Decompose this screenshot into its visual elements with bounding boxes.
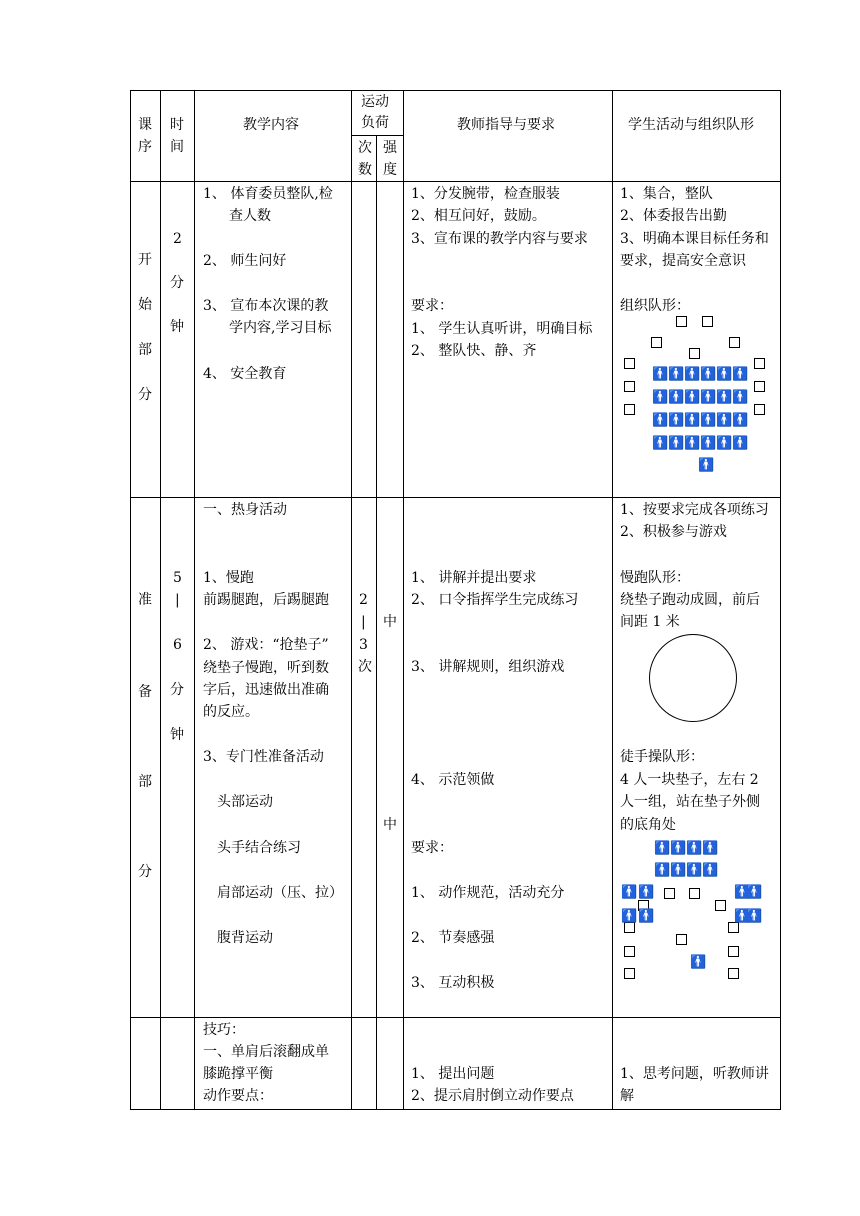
s2-student-2: 2、积极参与游戏	[620, 524, 727, 540]
student-figure-icon: 🚹	[638, 909, 655, 924]
header-reps-1: 次	[358, 140, 372, 156]
s2-name-1: 准	[138, 592, 152, 608]
s2-student-1: 1、按要求完成各项练习	[620, 502, 769, 518]
student-figure-icon: 🚹	[668, 367, 685, 382]
student-figure-icon: 🚹	[702, 841, 719, 856]
s2-intensity-2: 中	[383, 817, 397, 833]
s2-teacher-7: 2、 节奏感强	[411, 930, 495, 946]
student-figure-icon: 🚹	[652, 367, 669, 382]
s2-teacher-8: 3、 互动积极	[411, 975, 495, 991]
s2-content-7: 的反应。	[203, 704, 259, 720]
student-figure-icon: 🚹	[698, 458, 715, 473]
s2-student-7: 4 人一块垫子，左右 2	[620, 772, 759, 788]
student-figure-icon: 🚹	[732, 436, 749, 451]
s3-content-1: 技巧：	[203, 1022, 245, 1038]
s2-student-5: 间距 1 米	[620, 614, 680, 630]
student-figure-icon: 🚹	[716, 436, 733, 451]
student-figure-icon: 🚹	[654, 863, 671, 878]
s2-student-4: 绕垫子跑动成圆，前后	[620, 592, 760, 608]
s1-name-1: 开	[138, 252, 152, 268]
s2-reps-4: 次	[358, 659, 372, 675]
s1-time-2: 分	[170, 275, 184, 291]
student-figure-icon: 🚹	[716, 367, 733, 382]
s2-time-3: 6	[173, 637, 182, 653]
student-figure-icon: 🚹	[621, 885, 638, 900]
s3-student-1: 1、思考问题，听教师讲	[620, 1066, 769, 1082]
s2-content-6: 字后，迅速做出准确	[203, 682, 329, 698]
s2-student-9: 的底角处	[620, 817, 676, 833]
s1-teacher-3: 3、宣布课的教学内容与要求	[411, 231, 588, 247]
s1-name-3: 部	[138, 342, 152, 358]
jogging-circle-diagram	[649, 634, 737, 722]
s1-teacher-4: 要求：	[411, 298, 453, 314]
student-figure-icon: 🚹	[734, 909, 751, 924]
header-content: 教学内容	[243, 117, 299, 133]
student-figure-icon: 🚹	[654, 841, 671, 856]
s2-reps-3: 3	[359, 637, 368, 653]
s1-student-4: 要求，提高安全意识	[620, 253, 746, 269]
student-figure-icon: 🚹	[668, 390, 685, 405]
s3-teacher-1: 1、 提出问题	[411, 1066, 495, 1082]
s2-time-5: 钟	[170, 727, 184, 743]
s2-time-4: 分	[170, 682, 184, 698]
s2-teacher-3: 3、 讲解规则，组织游戏	[411, 659, 565, 675]
s1-content-3: 2、 师生问好	[203, 253, 287, 269]
s2-content-8: 3、专门性准备活动	[203, 749, 324, 765]
s2-content-3: 前踢腿跑，后踢腿跑	[203, 592, 329, 608]
s2-intensity-1: 中	[383, 614, 397, 630]
student-figure-icon: 🚹	[686, 863, 703, 878]
student-figure-icon: 🚹	[700, 413, 717, 428]
s2-teacher-6: 1、 动作规范，活动充分	[411, 885, 565, 901]
student-figure-icon: 🚹	[732, 367, 749, 382]
student-figure-icon: 🚹	[684, 390, 701, 405]
s2-time-1: 5	[173, 570, 182, 586]
header-load-2: 负荷	[361, 115, 389, 131]
s3-content-3: 膝跪撑平衡	[203, 1066, 273, 1082]
student-figure-icon: 🚹	[686, 841, 703, 856]
student-figure-icon: 🚹	[652, 390, 669, 405]
s2-content-4: 2、 游戏：“抢垫子”	[203, 637, 329, 653]
s2-reps-1: 2	[359, 592, 368, 608]
s2-teacher-2: 2、 口令指挥学生完成练习	[411, 592, 579, 608]
s1-teacher-5: 1、 学生认真听讲，明确目标	[411, 321, 593, 337]
header-load-1: 运动	[361, 94, 389, 110]
s1-time-1: 2	[173, 231, 182, 247]
header-student: 学生活动与组织队形	[628, 117, 754, 133]
header-time-2: 间	[170, 139, 184, 155]
student-figure-icon: 🚹	[670, 841, 687, 856]
s2-content-9: 头部运动	[217, 794, 273, 810]
s2-student-3: 慢跑队形：	[620, 570, 690, 586]
student-figure-icon: 🚹	[716, 390, 733, 405]
s1-student-1: 1、集合，整队	[620, 186, 713, 202]
s2-content-12: 腹背运动	[217, 930, 273, 946]
s2-content-2: 1、慢跑	[203, 570, 254, 586]
s1-student-3: 3、明确本课目标任务和	[620, 231, 769, 247]
student-figure-icon: 🚹	[652, 436, 669, 451]
s1-time-3: 钟	[170, 319, 184, 335]
s3-content-4: 动作要点：	[203, 1088, 273, 1104]
s2-name-4: 分	[138, 864, 152, 880]
s1-teacher-1: 1、分发腕带，检查服装	[411, 186, 560, 202]
s2-teacher-4: 4、 示范领做	[411, 772, 495, 788]
header-intensity-1: 强	[383, 140, 397, 156]
s1-student-2: 2、体委报告出勤	[620, 208, 727, 224]
student-figure-icon: 🚹	[670, 863, 687, 878]
header-teacher: 教师指导与要求	[457, 117, 555, 133]
student-figure-icon: 🚹	[700, 367, 717, 382]
student-figure-icon: 🚹	[690, 955, 707, 970]
student-figure-icon: 🚹	[668, 436, 685, 451]
s3-content-2: 一、单肩后滚翻成单	[203, 1044, 329, 1060]
s2-content-10: 头手结合练习	[217, 840, 301, 856]
s2-content-1: 一、热身活动	[203, 502, 287, 518]
s1-content-2: 查人数	[229, 208, 271, 224]
s3-teacher-2: 2、提示肩肘倒立动作要点	[411, 1088, 574, 1104]
student-figure-icon: 🚹	[684, 367, 701, 382]
student-figure-icon: 🚹	[700, 436, 717, 451]
student-figure-icon: 🚹	[621, 909, 638, 924]
s1-content-4: 3、 宣布本次课的教	[203, 298, 329, 314]
header-time-1: 时	[170, 117, 184, 133]
s2-student-6: 徒手操队形：	[620, 749, 704, 765]
student-figure-icon: 🚹	[700, 390, 717, 405]
student-figure-icon: 🚹	[746, 909, 763, 924]
s2-teacher-5: 要求：	[411, 840, 453, 856]
s2-content-5: 绕垫子慢跑，听到数	[203, 660, 329, 676]
s2-student-8: 人一组，站在垫子外侧	[620, 794, 760, 810]
s2-content-11: 肩部运动（压、拉）	[217, 885, 343, 901]
s1-name-4: 分	[138, 387, 152, 403]
s2-teacher-1: 1、 讲解并提出要求	[411, 570, 537, 586]
s2-name-2: 备	[138, 684, 152, 700]
header-course-order-1: 课	[138, 117, 152, 133]
header-course-order-2: 序	[138, 139, 152, 155]
student-figure-icon: 🚹	[638, 885, 655, 900]
header-intensity-2: 度	[383, 162, 397, 178]
s3-student-2: 解	[620, 1088, 634, 1104]
s1-content-1: 1、 体育委员整队,检	[203, 186, 333, 202]
student-figure-icon: 🚹	[684, 413, 701, 428]
s1-teacher-2: 2、相互问好，鼓励。	[411, 208, 546, 224]
student-figure-icon: 🚹	[702, 863, 719, 878]
student-figure-icon: 🚹	[732, 390, 749, 405]
s2-time-2: |	[175, 592, 180, 608]
student-figure-icon: 🚹	[716, 413, 733, 428]
student-figure-icon: 🚹	[732, 413, 749, 428]
header-reps-2: 数	[358, 162, 372, 178]
s2-reps-2: |	[361, 614, 366, 630]
student-figure-icon: 🚹	[734, 885, 751, 900]
s2-name-3: 部	[138, 774, 152, 790]
s1-name-2: 始	[138, 297, 152, 313]
student-figure-icon: 🚹	[684, 436, 701, 451]
s1-student-5: 组织队形：	[620, 298, 690, 314]
s1-content-6: 4、 安全教育	[203, 366, 287, 382]
student-figure-icon: 🚹	[652, 413, 669, 428]
s1-content-5: 学内容,学习目标	[229, 320, 332, 336]
student-figure-icon: 🚹	[668, 413, 685, 428]
s1-teacher-6: 2、 整队快、静、齐	[411, 343, 537, 359]
student-figure-icon: 🚹	[746, 885, 763, 900]
